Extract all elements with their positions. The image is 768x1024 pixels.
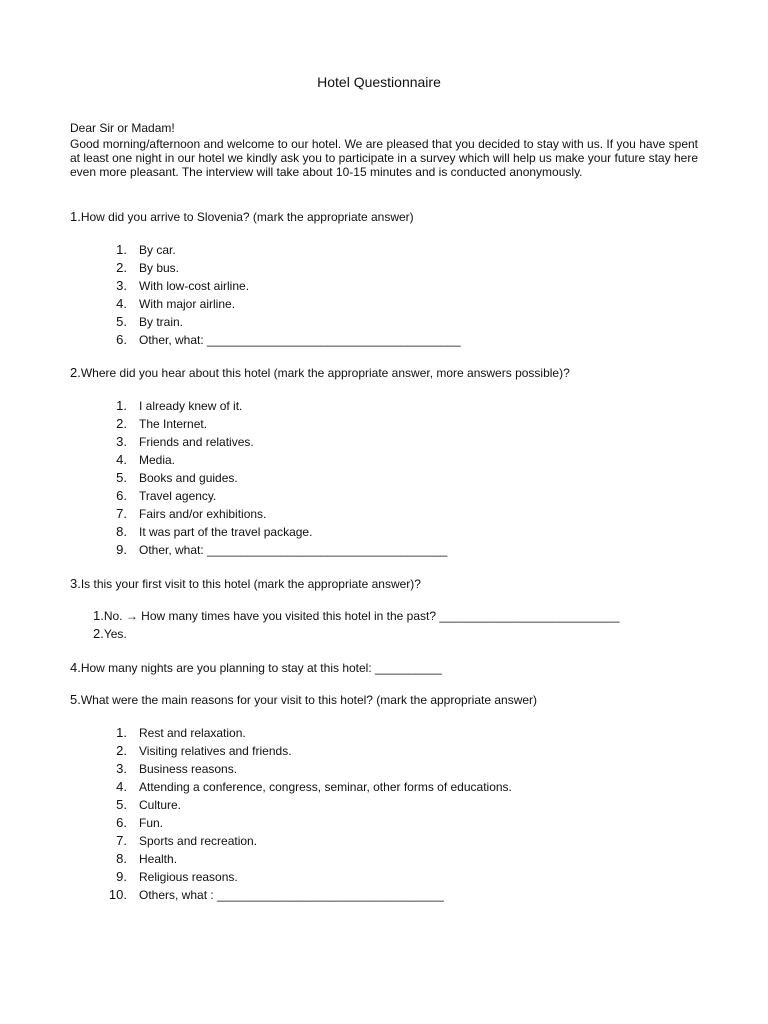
intro-paragraph: Good morning/afternoon and welcome to our hotel. We are pleased that you decided to stay with us. If you have spent at least one night in our hotel we kindly ask you to participate in a survey which will help us make your future stay here even more pleasant. The interview will take about 10-15 minutes and is conducted anonymously. — [70, 137, 698, 179]
option-label: Media. — [139, 453, 176, 467]
option-number: 9. — [116, 869, 127, 884]
q2-option-6[interactable] — [101, 488, 216, 503]
option-number: 2. — [93, 626, 104, 641]
page-title: Hotel Questionnaire — [317, 74, 441, 90]
q5-option-8[interactable] — [101, 851, 177, 866]
option-label: By train. — [139, 315, 184, 329]
option-label: Visiting relatives and friends. — [139, 744, 292, 758]
option-number: 5. — [116, 797, 127, 812]
option-label: No. → How many times have you visited this hotel in the past? ___________________________ — [103, 609, 620, 623]
option-label: Other, what: ______________________________________ — [139, 333, 461, 347]
question-number: 5. — [70, 692, 81, 707]
q5-option-4[interactable] — [101, 779, 512, 794]
q5-option-9[interactable] — [101, 869, 238, 884]
q5-option-1[interactable] — [101, 725, 246, 740]
option-label: Attending a conference, congress, seminar, other forms of educations. — [139, 780, 512, 794]
question-3 — [70, 576, 421, 591]
option-label: Health. — [139, 852, 178, 866]
q1-option-3[interactable] — [101, 278, 249, 293]
q3-option-1[interactable] — [93, 608, 620, 623]
q2-option-1[interactable] — [101, 398, 242, 413]
option-number: 5. — [116, 314, 127, 329]
q5-option-5[interactable] — [101, 797, 181, 812]
question-number: 3. — [70, 576, 81, 591]
q2-option-9[interactable] — [101, 542, 447, 557]
q5-option-3[interactable] — [101, 761, 237, 776]
option-label: Travel agency. — [139, 489, 217, 503]
q5-option-7[interactable] — [101, 833, 257, 848]
option-number: 1. — [116, 242, 127, 257]
question-text: How many nights are you planning to stay at this hotel: __________ — [80, 661, 442, 675]
option-number: 4. — [116, 779, 127, 794]
q1-option-6[interactable] — [101, 332, 461, 347]
option-label: Other, what: ____________________________________ — [139, 543, 448, 557]
question-text: What were the main reasons for your visit to this hotel? (mark the appropriate answer) — [80, 693, 538, 707]
question-text: Is this your first visit to this hotel (mark the appropriate answer)? — [80, 577, 421, 591]
question-number: 1. — [70, 209, 81, 224]
question-2 — [70, 365, 570, 380]
q1-option-2[interactable] — [101, 260, 179, 275]
greeting: Dear Sir or Madam! — [70, 121, 175, 135]
q2-option-3[interactable] — [101, 434, 254, 449]
option-label: I already knew of it. — [139, 399, 243, 413]
option-number: 8. — [116, 524, 127, 539]
option-number: 10. — [108, 887, 127, 902]
q1-option-1[interactable] — [101, 242, 176, 257]
q2-option-8[interactable] — [101, 524, 312, 539]
option-number: 1. — [116, 725, 127, 740]
option-number: 4. — [116, 296, 127, 311]
q3-option-2[interactable] — [93, 626, 127, 641]
option-label: Books and guides. — [139, 471, 238, 485]
q2-option-7[interactable] — [101, 506, 266, 521]
option-number: 7. — [116, 506, 127, 521]
option-label: It was part of the travel package. — [139, 525, 313, 539]
option-number: 9. — [116, 542, 127, 557]
q5-option-10[interactable] — [101, 887, 444, 902]
option-number: 2. — [116, 260, 127, 275]
q2-option-5[interactable] — [101, 470, 238, 485]
option-number: 2. — [116, 416, 127, 431]
question-text: Where did you hear about this hotel (mark the appropriate answer, more answers possible)? — [80, 366, 570, 380]
option-label: Religious reasons. — [139, 870, 238, 884]
option-label: Sports and recreation. — [139, 834, 258, 848]
option-label: Rest and relaxation. — [139, 726, 246, 740]
question-number: 4. — [70, 660, 81, 675]
option-number: 4. — [116, 452, 127, 467]
option-label: Fun. — [139, 816, 164, 830]
option-label: Others, what : __________________________________ — [139, 888, 444, 902]
question-text: How did you arrive to Slovenia? (mark the appropriate answer) — [80, 210, 414, 224]
option-number: 5. — [116, 470, 127, 485]
option-number: 6. — [116, 815, 127, 830]
option-number: 6. — [116, 488, 127, 503]
q5-option-6[interactable] — [101, 815, 163, 830]
q1-option-4[interactable] — [101, 296, 235, 311]
option-label: By bus. — [139, 261, 180, 275]
option-label: Business reasons. — [139, 762, 238, 776]
option-label: Yes. — [103, 627, 127, 641]
option-number: 6. — [116, 332, 127, 347]
option-label: Fairs and/or exhibitions. — [139, 507, 267, 521]
question-1 — [70, 209, 414, 224]
option-label: Friends and relatives. — [139, 435, 254, 449]
option-label: Culture. — [139, 798, 182, 812]
option-number: 3. — [116, 278, 127, 293]
option-label: The Internet. — [139, 417, 208, 431]
question-4 — [70, 660, 442, 675]
option-label: With low-cost airline. — [139, 279, 250, 293]
question-5 — [70, 692, 537, 707]
q2-option-4[interactable] — [101, 452, 175, 467]
q2-option-2[interactable] — [101, 416, 207, 431]
option-label: By car. — [139, 243, 176, 257]
option-number: 1. — [116, 398, 127, 413]
option-number: 7. — [116, 833, 127, 848]
option-number: 2. — [116, 743, 127, 758]
option-number: 3. — [116, 761, 127, 776]
option-number: 1. — [93, 608, 104, 623]
question-number: 2. — [70, 365, 81, 380]
option-number: 3. — [116, 434, 127, 449]
option-number: 8. — [116, 851, 127, 866]
option-label: With major airline. — [139, 297, 236, 311]
q5-option-2[interactable] — [101, 743, 292, 758]
q1-option-5[interactable] — [101, 314, 183, 329]
